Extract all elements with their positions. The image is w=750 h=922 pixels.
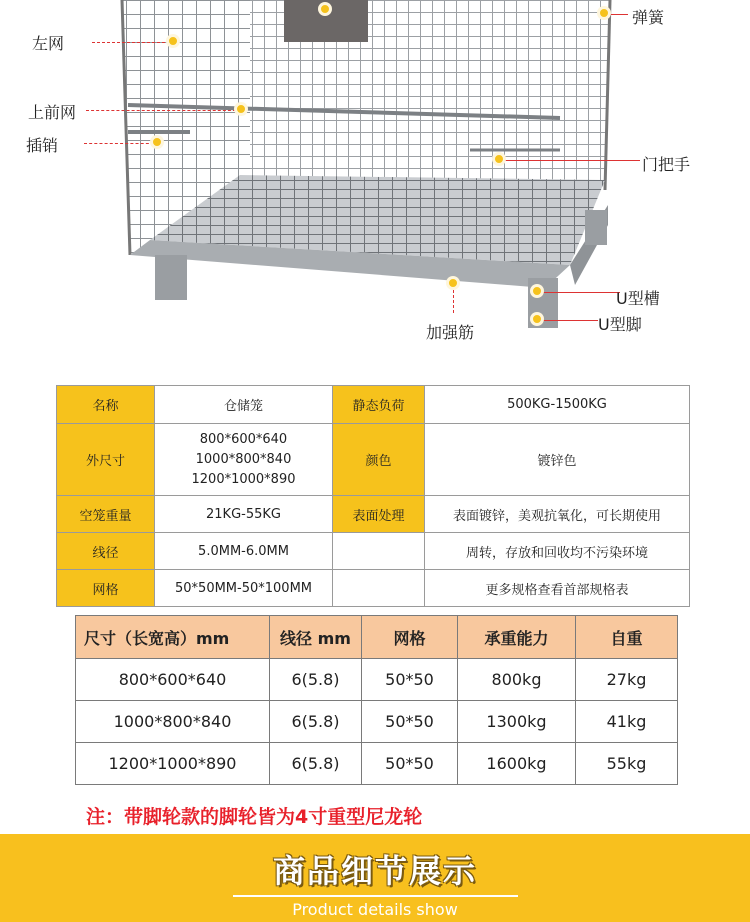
table-cell: 41kg bbox=[576, 701, 678, 743]
table-cell: 50*50 bbox=[362, 659, 458, 701]
banner-divider bbox=[233, 895, 518, 897]
leader-door-handle bbox=[500, 160, 640, 161]
spec-row bbox=[57, 424, 690, 496]
spec-value: 21KG-55KG bbox=[155, 496, 333, 533]
table-row bbox=[76, 701, 678, 743]
column-header: 尺寸（长宽高）mm bbox=[76, 616, 270, 659]
column-header: 网格 bbox=[362, 616, 458, 659]
spec-row bbox=[57, 570, 690, 607]
table-row bbox=[76, 743, 678, 785]
spec-key: 线径 bbox=[57, 533, 155, 570]
label-u-foot: U型脚 bbox=[598, 315, 642, 334]
spec-value: 50*50MM-50*100MM bbox=[155, 570, 333, 607]
callout-dot-left-net bbox=[166, 34, 180, 48]
spec-key: 名称 bbox=[57, 386, 155, 424]
spec-value: 更多规格查看首部规格表 bbox=[425, 570, 690, 607]
spec-empty-cell bbox=[333, 533, 425, 570]
table-cell: 6(5.8) bbox=[270, 743, 362, 785]
table-cell: 800kg bbox=[458, 659, 576, 701]
table-cell: 6(5.8) bbox=[270, 701, 362, 743]
spec-key: 空笼重量 bbox=[57, 496, 155, 533]
label-latch-pin: 插销 bbox=[26, 136, 59, 155]
spec-value: 周转，存放和回收均不污染环境 bbox=[425, 533, 690, 570]
product-diagram bbox=[0, 0, 750, 370]
label-door-handle: 门把手 bbox=[642, 155, 691, 174]
table-cell: 1300kg bbox=[458, 701, 576, 743]
spec-value: 5.0MM-6.0MM bbox=[155, 533, 333, 570]
spec-size-line: 1000*800*840 bbox=[195, 451, 292, 467]
table-cell: 800*600*640 bbox=[76, 659, 270, 701]
spec-key: 表面处理 bbox=[333, 496, 425, 533]
table-cell: 50*50 bbox=[362, 701, 458, 743]
spec-empty-cell bbox=[333, 570, 425, 607]
spec-row bbox=[57, 496, 690, 533]
leader-u-channel bbox=[538, 292, 620, 293]
section-banner bbox=[0, 834, 750, 922]
banner-title: 商品细节展示 bbox=[272, 852, 477, 890]
table-cell: 1000*800*840 bbox=[76, 701, 270, 743]
spec-table bbox=[56, 385, 690, 607]
table-cell: 55kg bbox=[576, 743, 678, 785]
spec-size-line: 1200*1000*890 bbox=[191, 471, 296, 487]
spec-value: 镀锌色 bbox=[425, 424, 690, 496]
spec-value-sizes bbox=[155, 424, 333, 496]
caster-note: 注：带脚轮款的脚轮皆为4寸重型尼龙轮 bbox=[86, 806, 423, 828]
leader-upper-front-net bbox=[86, 110, 236, 111]
callout-dot-spring bbox=[597, 6, 611, 20]
leader-u-foot bbox=[538, 320, 598, 321]
spec-value: 500KG-1500KG bbox=[425, 386, 690, 424]
leader-left-net bbox=[92, 42, 170, 43]
callout-dot-door-handle bbox=[492, 152, 506, 166]
label-spring: 弹簧 bbox=[632, 8, 665, 27]
label-left-net: 左网 bbox=[32, 34, 65, 53]
table-cell: 6(5.8) bbox=[270, 659, 362, 701]
spec-key: 静态负荷 bbox=[333, 386, 425, 424]
column-header: 线径 mm bbox=[270, 616, 362, 659]
banner-subtitle: Product details show bbox=[292, 900, 458, 919]
spec-key: 网格 bbox=[57, 570, 155, 607]
table-cell: 1600kg bbox=[458, 743, 576, 785]
label-upper-front-net: 上前网 bbox=[28, 103, 77, 122]
size-table bbox=[75, 615, 678, 785]
table-cell: 1200*1000*890 bbox=[76, 743, 270, 785]
label-reinforcing-rib: 加强筋 bbox=[426, 323, 475, 342]
callout-dot-upper-front-net bbox=[234, 102, 248, 116]
table-cell: 27kg bbox=[576, 659, 678, 701]
column-header: 承重能力 bbox=[458, 616, 576, 659]
spec-value: 仓储笼 bbox=[155, 386, 333, 424]
callout-dot-u-channel bbox=[530, 284, 544, 298]
spec-key: 颜色 bbox=[333, 424, 425, 496]
callout-dot-latch-pin bbox=[150, 135, 164, 149]
leader-latch-pin bbox=[84, 143, 154, 144]
table-cell: 50*50 bbox=[362, 743, 458, 785]
spec-size-line: 800*600*640 bbox=[199, 431, 288, 447]
callout-dot-top-plate bbox=[318, 2, 332, 16]
label-u-channel: U型槽 bbox=[616, 289, 660, 308]
spec-key: 外尺寸 bbox=[57, 424, 155, 496]
callout-dot-reinforcing-rib bbox=[446, 276, 460, 290]
spec-row bbox=[57, 533, 690, 570]
table-row bbox=[76, 659, 678, 701]
column-header: 自重 bbox=[576, 616, 678, 659]
spec-value: 表面镀锌，美观抗氧化，可长期使用 bbox=[425, 496, 690, 533]
callout-dot-u-foot bbox=[530, 312, 544, 326]
spec-row bbox=[57, 386, 690, 424]
size-table-header-row bbox=[76, 616, 678, 659]
